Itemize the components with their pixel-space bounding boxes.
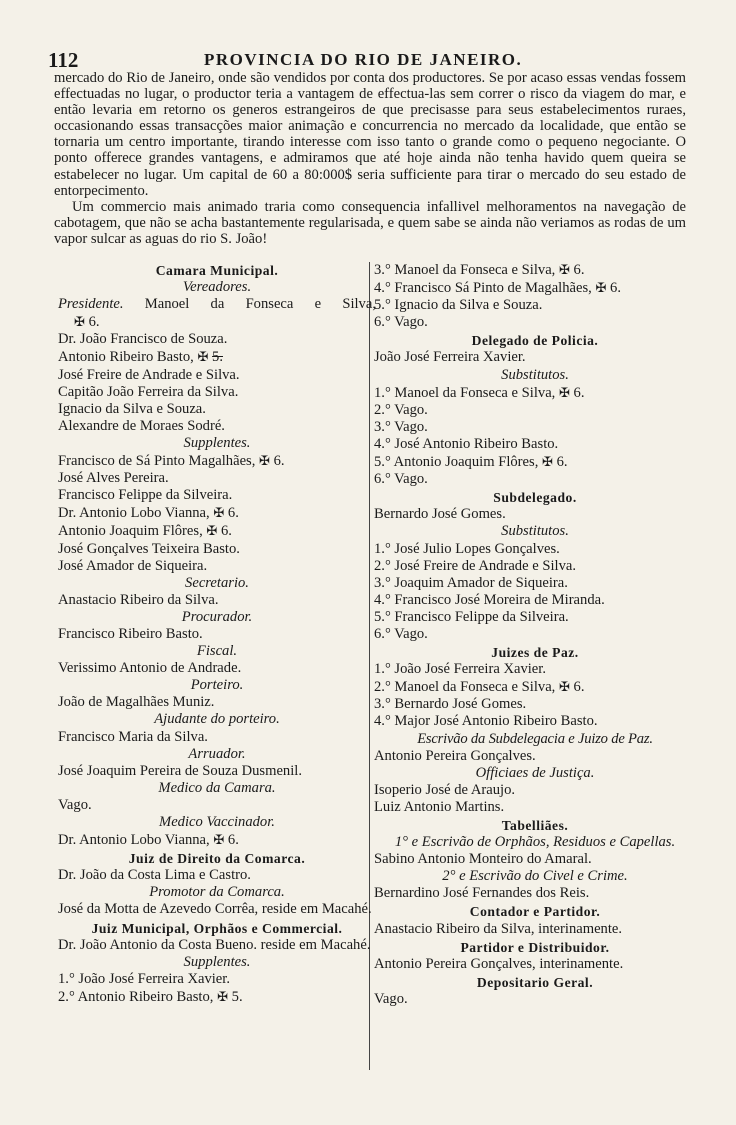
subsection-label: Vereadores. bbox=[182, 279, 252, 296]
list-item: 6.° Vago. bbox=[374, 625, 428, 642]
decoration-cross-icon: ✠ bbox=[206, 523, 218, 539]
subsection-label: Ajudante do porteiro. bbox=[154, 711, 280, 728]
subsection-label: Supplentes. bbox=[183, 434, 251, 451]
list-item: José Gonçalves Teixeira Basto. bbox=[58, 540, 240, 557]
intro-paragraph: mercado do Rio de Janeiro, onde são vendidos por conta dos productores. Se por acaso essas vendas fossem effectuadas no lugar, o productor teria a vantagem de effectua-las sem correr o risco da viagem do mar, e então levaria em retorno os generos estrangeiros de que precisasse para seus estabelecimentos ruraes, occasionando essas transacções maior animação e concurrencia no mercado da localidade, que então se tornaria um centro importante, tirando interesse com isso tanto o grande como o pequeno negociante. O ponto offerece grandes vantagens, e admiramos que até hoje ainda não tenha havido quem queira se estabelecer no lugar. Um capital de 60 a 80:000$ seria sufficiente para tirar o mercado do seu estado de entorpecimento. bbox=[54, 70, 686, 199]
list-item: Verissimo Antonio de Andrade. bbox=[58, 660, 242, 677]
list-item: Dr. João Antonio da Costa Bueno. reside em Macahé. bbox=[58, 936, 371, 953]
subsection-label: Substitutos. bbox=[501, 366, 569, 383]
subsection-label: Medico Vaccinador. bbox=[159, 814, 275, 830]
subsection-label: Fiscal. bbox=[196, 643, 238, 660]
decoration-cross-icon: ✠ bbox=[542, 454, 553, 470]
list-item: Antonio Pereira Gonçalves. bbox=[374, 747, 536, 764]
list-item: 1.° João José Ferreira Xavier. bbox=[58, 970, 230, 987]
list-item: 5.° Ignacio da Silva e Souza. bbox=[374, 297, 543, 314]
section-heading: Subdelegado. bbox=[493, 490, 577, 506]
list-item: Dr. João da Costa Lima e Castro. bbox=[58, 867, 251, 884]
left-column bbox=[58, 261, 376, 1006]
list-item: Francisco Ribeiro Basto. bbox=[58, 625, 203, 642]
decoration-cross-icon: ✠ bbox=[558, 262, 570, 277]
decoration-cross-icon: ✠ bbox=[217, 988, 228, 1004]
list-item: 5.° Antonio Joaquim Flôres, ✠ 6. bbox=[374, 454, 568, 471]
subsection-label: Arruador. bbox=[188, 745, 246, 762]
decoration-cross-icon: ✠ bbox=[558, 679, 570, 695]
list-item: 2.° Vago. bbox=[374, 401, 428, 418]
section-heading: Juizes de Paz. bbox=[491, 645, 579, 661]
subsection-label: Secretario. bbox=[185, 574, 249, 591]
section-heading: Camara Municipal. bbox=[155, 263, 279, 278]
list-item: 4.° Francisco Sá Pinto de Magalhães, ✠ 6. bbox=[374, 280, 621, 297]
list-item: 1.° José Julio Lopes Gonçalves. bbox=[374, 540, 560, 557]
list-item: 4.° Major José Antonio Ribeiro Basto. bbox=[374, 713, 598, 730]
list-item: Francisco Felippe da Silveira. bbox=[58, 487, 233, 504]
list-item: Ignacio da Silva e Souza. bbox=[58, 400, 206, 417]
decoration-cross-icon: ✠ bbox=[558, 384, 570, 400]
decoration-cross-icon: ✠ bbox=[197, 349, 209, 365]
list-item: Dr. Antonio Lobo Vianna, ✠ 6. bbox=[58, 832, 239, 849]
list-item: 1.° Manoel da Fonseca e Silva, ✠ 6. bbox=[374, 384, 585, 401]
list-item: Francisco de Sá Pinto Magalhães, ✠ 6. bbox=[58, 453, 285, 470]
list-item: Francisco Maria da Silva. bbox=[58, 728, 208, 745]
list-item: Vago. bbox=[374, 990, 408, 1007]
subsection-label: 2° e Escrivão do Civel e Crime. bbox=[442, 868, 628, 885]
section-heading: Juiz Municipal, Orphãos e Commercial. bbox=[91, 920, 343, 936]
list-item: 2.° Antonio Ribeiro Basto, ✠ 5. bbox=[58, 988, 243, 1005]
list-item: Anastacio Ribeiro da Silva. bbox=[58, 591, 219, 608]
list-item: 4.° Francisco José Moreira de Miranda. bbox=[374, 591, 605, 608]
list-item: Dr. Antonio Lobo Vianna, ✠ 6. bbox=[58, 505, 239, 522]
list-item: 3.° Vago. bbox=[374, 418, 428, 435]
list-item: Dr. João Francisco de Souza. bbox=[58, 331, 228, 348]
section-heading: Juiz de Direito da Comarca. bbox=[128, 851, 306, 867]
intro-text bbox=[54, 70, 686, 247]
subsection-label: Medico da Camara. bbox=[158, 779, 276, 796]
list-item: Antonio Pereira Gonçalves, interinamente. bbox=[374, 955, 624, 972]
list-item: José Amador de Siqueira. bbox=[58, 557, 208, 574]
list-item: 1.° João José Ferreira Xavier. bbox=[374, 661, 546, 678]
list-item: Sabino Antonio Monteiro do Amaral. bbox=[374, 851, 592, 868]
decoration-cross-icon: ✠ bbox=[259, 453, 270, 469]
list-item: Alexandre de Moraes Sodré. bbox=[58, 417, 225, 434]
intro-paragraph: Um commercio mais animado traria como consequencia infallivel melhoramentos na navegação de cabotagem, que não se acha bastantemente regularisada, e quem sabe se ainda não veriamos as rodas de um vapor sulcar as aguas do rio S. João! bbox=[54, 198, 686, 247]
right-column bbox=[374, 261, 696, 1008]
list-item: José Alves Pereira. bbox=[58, 470, 169, 487]
decoration-cross-icon: ✠ bbox=[74, 314, 85, 330]
list-item: ✠ 6. bbox=[74, 314, 100, 331]
list-item: José Freire de Andrade e Silva. bbox=[58, 366, 240, 383]
list-item: 2.° Manoel da Fonseca e Silva, ✠ 6. bbox=[374, 679, 585, 696]
list-item: José da Motta de Azevedo Corrêa, reside em Macahé. bbox=[58, 901, 372, 918]
section-heading: Tabelliães. bbox=[501, 818, 569, 833]
section-heading: Depositario Geral. bbox=[476, 974, 594, 990]
list-item: João José Ferreira Xavier. bbox=[374, 349, 526, 366]
section-heading: Delegado de Policia. bbox=[471, 333, 599, 349]
list-item: Vago. bbox=[58, 796, 92, 813]
list-item: Isoperio José de Araujo. bbox=[374, 781, 516, 798]
subsection-label: Substitutos. bbox=[501, 523, 569, 540]
subsection-label: Supplentes. bbox=[183, 953, 251, 970]
subsection-label: Procurador. bbox=[181, 608, 253, 625]
list-item: Antonio Joaquim Flôres, ✠ 6. bbox=[58, 523, 232, 540]
list-item: 3.° Bernardo José Gomes. bbox=[374, 696, 527, 713]
list-item: 5.° Francisco Felippe da Silveira. bbox=[374, 608, 569, 625]
decoration-cross-icon: ✠ bbox=[213, 505, 225, 521]
subsection-label: Porteiro. bbox=[190, 677, 244, 694]
subsection-label: Escrivão da Subdelegacia e Juizo de Paz. bbox=[417, 730, 653, 747]
page-title: PROVINCIA DO RIO DE JANEIRO. bbox=[204, 50, 523, 69]
list-item: João de Magalhães Muniz. bbox=[58, 694, 215, 711]
list-item: Bernardo José Gomes. bbox=[374, 506, 506, 523]
list-item: José Joaquim Pereira de Souza Dusmenil. bbox=[58, 762, 302, 779]
subsection-label: 1° e Escrivão de Orphãos, Residuos e Capellas. bbox=[394, 834, 676, 851]
list-item: Antonio Ribeiro Basto, ✠ 5. bbox=[58, 349, 223, 366]
decoration-cross-icon: ✠ bbox=[595, 280, 607, 296]
list-item: 2.° José Freire de Andrade e Silva. bbox=[374, 557, 576, 574]
list-item: 4.° José Antonio Ribeiro Basto. bbox=[374, 435, 559, 452]
list-item: Presidente. Manoel da Fonseca e Silva, bbox=[58, 296, 376, 313]
page-number: 112 bbox=[48, 48, 79, 72]
list-item: 6.° Vago. bbox=[374, 471, 428, 488]
decoration-cross-icon: ✠ bbox=[213, 832, 225, 848]
subsection-label: Promotor da Comarca. bbox=[149, 884, 285, 901]
section-heading: Contador e Partidor. bbox=[469, 904, 601, 920]
list-item: Anastacio Ribeiro da Silva, interinamente. bbox=[374, 920, 623, 937]
list-item: Bernardino José Fernandes dos Reis. bbox=[374, 885, 590, 902]
list-item: 3.° Manoel da Fonseca e Silva, ✠ 6. bbox=[374, 262, 585, 278]
list-item: Capitão João Ferreira da Silva. bbox=[58, 383, 239, 400]
page-header bbox=[34, 48, 724, 70]
section-heading: Partidor e Distribuidor. bbox=[460, 939, 610, 955]
subsection-label: Officiaes de Justiça. bbox=[475, 764, 595, 781]
list-item: 3.° Joaquim Amador de Siqueira. bbox=[374, 574, 568, 591]
list-item: 6.° Vago. bbox=[374, 314, 428, 331]
list-item: Luiz Antonio Martins. bbox=[374, 798, 505, 815]
